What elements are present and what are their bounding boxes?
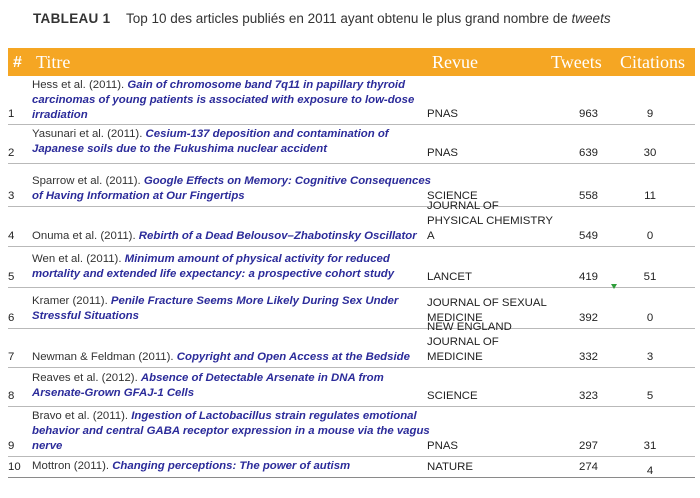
article-link[interactable]: Gain of chromosome band 7q11 in papillary thyroid carcinomas of young patients is associated with exposure to low-dose irradiation — [32, 79, 415, 121]
row-title — [32, 78, 432, 123]
table-row — [8, 288, 695, 329]
row-tweets: 639 — [578, 147, 598, 159]
row-title — [32, 229, 432, 244]
row-citations: 31 — [643, 440, 657, 452]
row-revue: LANCET — [427, 271, 472, 283]
row-authors: Newman & Feldman (2011). — [32, 351, 177, 363]
row-title — [32, 294, 432, 324]
row-tweets: 419 — [578, 271, 598, 283]
table-row — [8, 321, 695, 368]
row-number: 3 — [8, 190, 15, 202]
header-citations: Citations — [620, 52, 686, 72]
header-titre: Titre — [36, 52, 71, 72]
row-authors: Wen et al. (2011). — [32, 253, 125, 265]
row-number: 2 — [8, 147, 15, 159]
row-citations: 5 — [646, 390, 654, 402]
table-row — [8, 368, 695, 407]
row-number: 6 — [8, 312, 15, 324]
article-link[interactable]: Rebirth of a Dead Belousov–Zhabotinsky Oscillator — [138, 230, 417, 242]
row-number: 5 — [8, 271, 15, 283]
row-authors: Bravo et al. (2011). — [32, 410, 132, 422]
row-authors: Mottron (2011). — [32, 460, 113, 472]
table-caption — [33, 11, 611, 26]
row-revue: SCIENCE — [427, 390, 478, 402]
table-row — [8, 247, 695, 288]
header-revue: Revue — [432, 52, 478, 72]
article-link[interactable]: Cesium-137 deposition and contamination of Japanese soils due to the Fukushima nuclear accident — [32, 128, 389, 155]
row-number: 4 — [8, 230, 15, 242]
row-tweets: 549 — [578, 230, 598, 242]
article-link[interactable]: Google Effects on Memory: Cognitive Consequences of Having Information at Our Fingertips — [32, 175, 431, 202]
row-revue: PNAS — [427, 440, 459, 452]
caption-text: Top 10 des articles publiés en 2011 ayant obtenu le plus grand nombre de — [125, 11, 568, 26]
article-link[interactable]: Absence of Detectable Arsenate in DNA from Arsenate-Grown GFAJ-1 Cells — [32, 372, 384, 399]
caption-italic: tweets — [571, 11, 611, 26]
row-title — [32, 252, 432, 282]
row-revue: JOURNAL OF SEXUAL MEDICINE — [427, 297, 547, 324]
row-citations: 4 — [646, 465, 654, 477]
row-authors: Kramer (2011). — [32, 295, 111, 307]
table-row — [8, 200, 695, 247]
row-citations: 51 — [643, 271, 657, 283]
table-row — [8, 457, 695, 478]
row-authors: Reaves et al. (2012). — [32, 372, 141, 384]
row-number: 8 — [8, 390, 15, 402]
row-tweets: 274 — [578, 461, 598, 473]
row-citations: 11 — [644, 190, 656, 202]
header-tweets: Tweets — [551, 52, 602, 72]
row-tweets: 392 — [578, 312, 598, 324]
article-link[interactable]: Changing perceptions: The power of autism — [112, 460, 351, 472]
row-tweets: 332 — [578, 351, 598, 363]
row-citations: 3 — [646, 351, 654, 363]
row-title — [32, 127, 432, 157]
row-revue: SCIENCE — [427, 190, 478, 202]
row-citations: 9 — [646, 108, 654, 120]
table-header — [8, 48, 695, 76]
table-row — [8, 76, 695, 125]
row-title — [32, 174, 432, 204]
row-revue: PNAS — [427, 108, 459, 120]
row-title — [32, 459, 432, 474]
row-authors: Hess et al. (2011). — [32, 79, 128, 91]
row-revue: PNAS — [427, 147, 459, 159]
row-revue: NATURE — [427, 461, 473, 473]
row-authors: Yasunari et al. (2011). — [32, 128, 146, 140]
row-tweets: 558 — [578, 190, 598, 202]
row-tweets: 323 — [578, 390, 598, 402]
header-num: # — [13, 54, 22, 71]
article-link[interactable]: Copyright and Open Access at the Bedside — [176, 351, 410, 363]
row-revue: NEW ENGLAND JOURNAL OF MEDICINE — [427, 321, 512, 363]
row-citations: 0 — [646, 230, 654, 242]
row-title — [32, 371, 432, 401]
caption-label: TABLEAU 1 — [33, 11, 111, 26]
row-citations: 0 — [646, 312, 654, 324]
row-revue: JOURNAL OF PHYSICAL CHEMISTRY A — [427, 200, 553, 242]
row-title — [32, 409, 432, 454]
table-row — [8, 407, 695, 457]
article-link[interactable]: Ingestion of Lactobacillus strain regulates emotional behavior and central GABA receptor expression in a mouse via the vagus nerve — [32, 410, 430, 452]
row-citations: 30 — [643, 147, 657, 159]
article-link[interactable]: Minimum amount of physical activity for reduced mortality and extended life expectancy: a prospective cohort study — [32, 253, 395, 280]
row-number: 10 — [8, 461, 21, 473]
row-authors: Onuma et al. (2011). — [32, 230, 139, 242]
article-link[interactable]: Penile Fracture Seems More Likely During Sex Under Stressful Situations — [32, 295, 399, 322]
row-number: 7 — [8, 351, 15, 363]
table-row — [8, 164, 695, 207]
row-title — [32, 350, 432, 365]
green-marker — [611, 284, 617, 289]
table-row — [8, 125, 695, 164]
row-tweets: 297 — [578, 440, 598, 452]
row-tweets: 963 — [578, 108, 598, 120]
row-number: 1 — [8, 108, 15, 120]
row-number: 9 — [8, 440, 15, 452]
row-authors: Sparrow et al. (2011). — [32, 175, 144, 187]
